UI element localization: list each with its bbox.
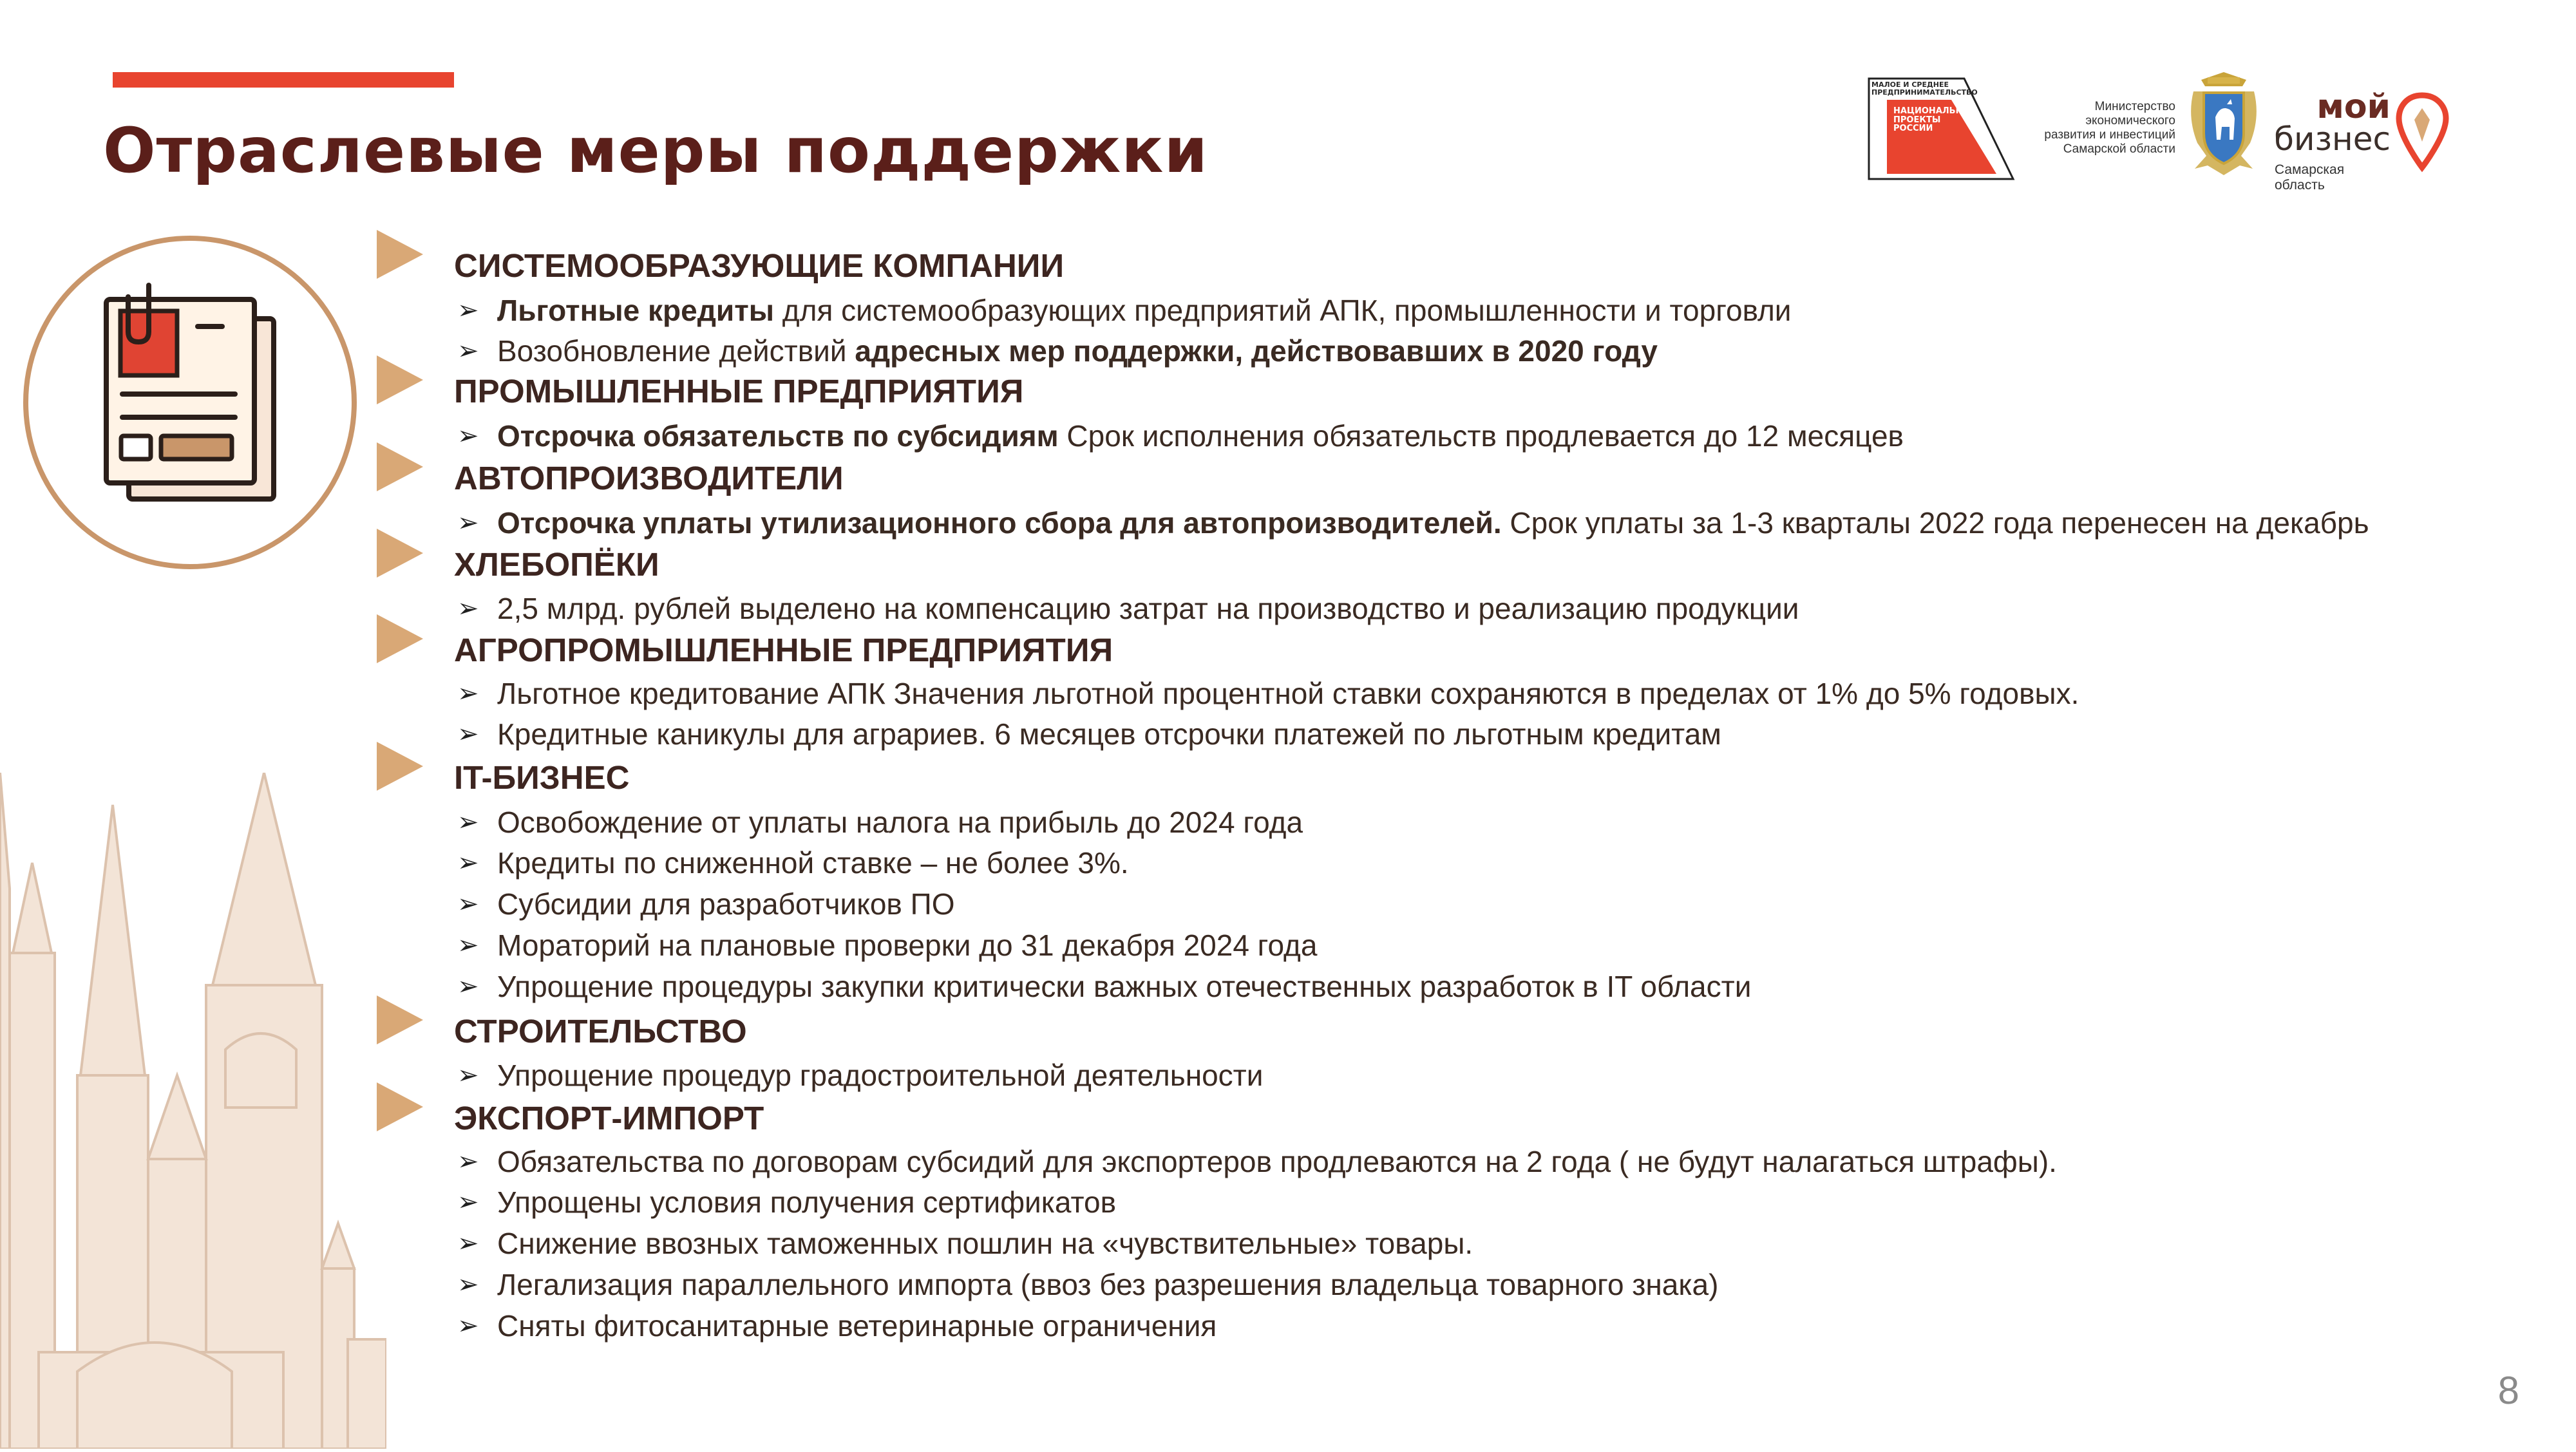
arrow-bullet-icon: ➢ [457,1188,479,1216]
item-text: Субсидии для разработчиков ПО [497,887,955,921]
section-title: ПРОМЫШЛЕННЫЕ ПРЕДПРИЯТИЯ [454,373,1024,410]
list-item [497,1185,1116,1220]
page-title: Отраслевые меры поддержки [103,115,1208,187]
arrow-bullet-icon: ➢ [457,1061,479,1089]
item-text: Кредиты по сниженной ставке – не более 3%. [497,846,1129,880]
arrow-bullet-icon: ➢ [457,1312,479,1340]
ministry-line: экономического [2085,114,2175,127]
item-text: для системообразующих предприятий АПК, промышленности и торговли [774,294,1792,327]
list-item [497,591,1799,626]
section-title: АВТОПРОИЗВОДИТЕЛИ [454,460,844,496]
item-text: Льготное кредитование АПК Значения льготной процентной ставки сохраняются в пределах от 1% до 5% годовых. [497,677,2079,710]
item-text: Обязательства по договорам субсидий для экспортеров продлеваются на 2 года ( не будут налагаться штрафы). [497,1145,2057,1178]
my-business-main-text: бизнес [2274,120,2391,158]
item-text: 2,5 млрд. рублей выделено на компенсацию затрат на производство и реализацию продукции [497,592,1799,625]
item-text-bold: Отсрочка уплаты утилизационного сбора для автопроизводителей. [497,506,1502,540]
ministry-line: Самарской области [2063,142,2175,156]
section-title: СИСТЕМООБРАЗУЮЩИЕ КОМПАНИИ [454,247,1065,284]
item-text: Освобождение от уплаты налога на прибыль до 2024 года [497,806,1303,839]
arrow-bullet-icon: ➢ [457,337,479,365]
item-text: Сняты фитосанитарные ветеринарные ограничения [497,1309,1217,1343]
list-item [497,1267,1718,1302]
arrow-bullet-icon: ➢ [457,931,479,959]
ministry-line: развития и инвестиций [2044,128,2175,142]
item-text: Упрощение процедуры закупки критически важных отечественных разработок в IT области [497,970,1752,1003]
list-item [497,717,1721,751]
list-item [497,928,1317,963]
triangle-bullet-icon [377,442,423,491]
triangle-bullet-icon [377,529,423,578]
arrow-bullet-icon: ➢ [457,594,479,623]
item-text: Легализация параллельного импорта (ввоз без разрешения владельца товарного знака) [497,1268,1719,1301]
list-item [497,293,1792,328]
list-item [497,969,1751,1004]
item-text: Упрощены условия получения сертификатов [497,1185,1117,1219]
item-text: Срок уплаты за 1-3 кварталы 2022 года перенесен на декабрь [1501,506,2369,540]
triangle-bullet-icon [377,614,423,663]
arrow-bullet-icon: ➢ [457,1270,479,1299]
list-item [497,419,1904,453]
list-item [497,1144,2057,1179]
ministry-line: Министерство [2094,100,2175,113]
item-text: Срок исполнения обязательств продлевается до 12 месяцев [1058,419,1904,453]
arrow-bullet-icon: ➢ [457,296,479,325]
arrow-bullet-icon: ➢ [457,422,479,450]
item-text-bold: Льготные кредиты [497,294,775,327]
item-text-bold: адресных мер поддержки, действовавших в 2020 году [855,334,1658,368]
page-number: 8 [2497,1369,2519,1412]
my-business-top-text: мой [2316,88,2391,126]
national-projects-main-text: НАЦИОНАЛЬНЫЕ ПРОЕКТЫ РОССИИ [1893,106,1977,134]
list-item [497,334,1658,368]
triangle-bullet-icon [377,1082,423,1131]
list-item [497,845,1129,880]
section-title: АГРОПРОМЫШЛЕННЫЕ ПРЕДПРИЯТИЯ [454,632,1113,668]
triangle-bullet-icon [377,995,423,1044]
list-item [497,1226,1473,1261]
item-text: Снижение ввозных таможенных пошлин на «чувствительные» товары. [497,1227,1473,1260]
section-title: ЭКСПОРТ-ИМПОРТ [454,1100,764,1136]
arrow-bullet-icon: ➢ [457,509,479,537]
my-business-region-text: Самарская область [2275,162,2345,193]
triangle-bullet-icon [377,230,423,279]
item-text-bold: Отсрочка обязательств по субсидиям [497,419,1059,453]
arrow-bullet-icon: ➢ [457,720,479,748]
arrow-bullet-icon: ➢ [457,890,479,918]
item-text: Упрощение процедур градостроительной деятельности [497,1059,1264,1092]
list-item [497,887,954,921]
item-text: Мораторий на плановые проверки до 31 декабря 2024 года [497,929,1318,962]
section-title: IT-БИЗНЕС [454,759,630,796]
list-item [497,505,2369,540]
triangle-bullet-icon [377,355,423,404]
arrow-bullet-icon: ➢ [457,1147,479,1176]
item-text: Возобновление действий [497,334,855,368]
national-projects-top-text: МАЛОЕ И СРЕДНЕЕ ПРЕДПРИНИМАТЕЛЬСТВО [1871,80,1978,97]
arrow-bullet-icon: ➢ [457,849,479,877]
item-text: Кредитные каникулы для аграриев. 6 месяцев отсрочки платежей по льготным кредитам [497,717,1721,751]
arrow-bullet-icon: ➢ [457,1229,479,1258]
list-item [497,676,2079,711]
section-title: СТРОИТЕЛЬСТВО [454,1013,747,1050]
triangle-bullet-icon [377,742,423,791]
arrow-bullet-icon: ➢ [457,972,479,1001]
arrow-bullet-icon: ➢ [457,808,479,836]
list-item [497,1058,1263,1093]
section-title: ХЛЕБОПЁКИ [454,546,659,583]
list-item [497,805,1303,840]
arrow-bullet-icon: ➢ [457,679,479,708]
list-item [497,1308,1217,1343]
